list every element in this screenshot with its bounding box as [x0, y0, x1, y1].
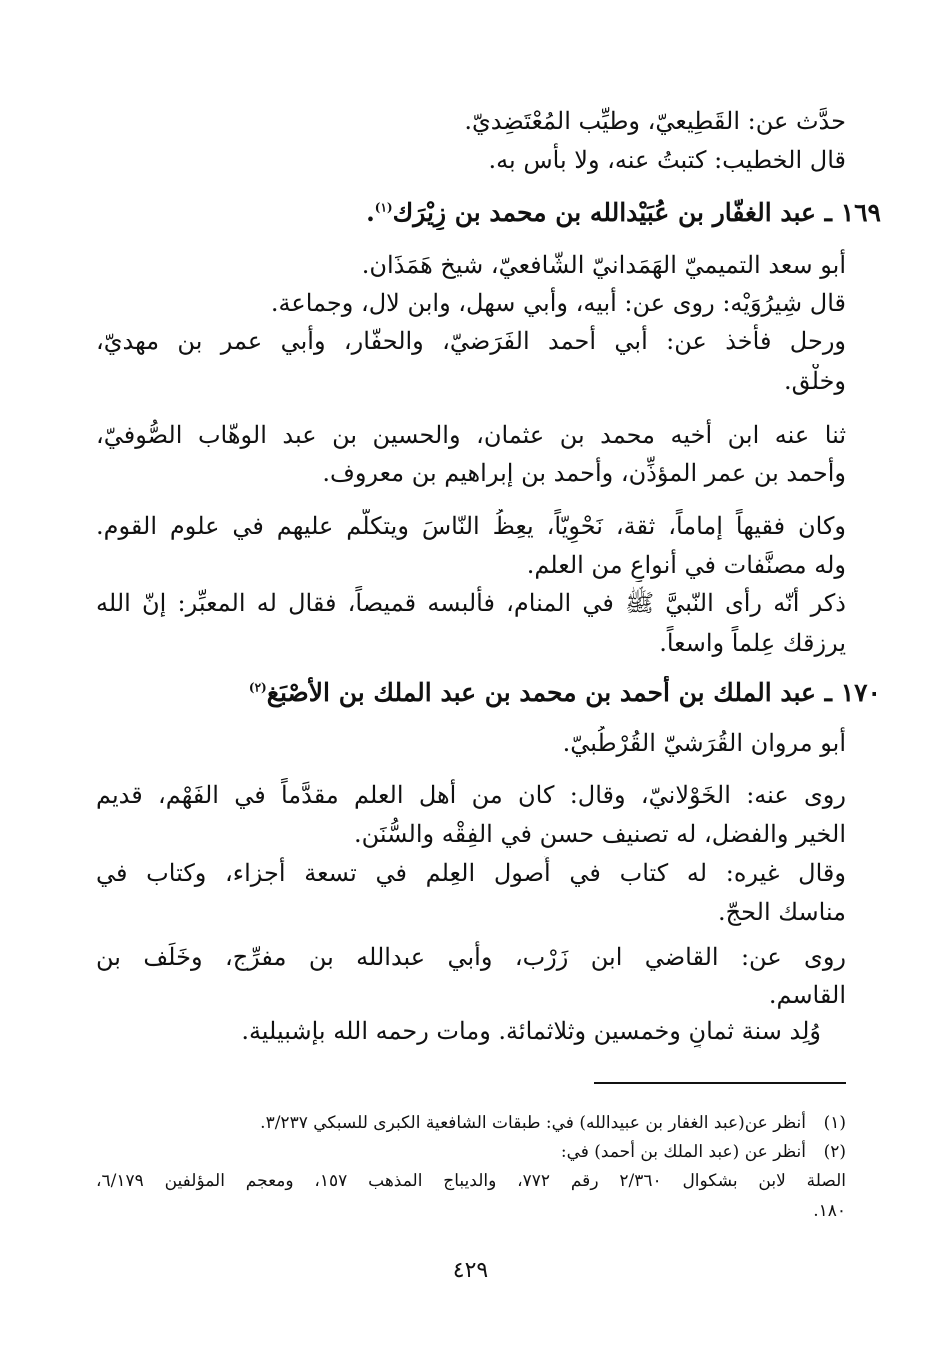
- text-line: قال الخطيب: كتبتُ عنه، ولا بأس به.: [488, 146, 846, 174]
- text-line: وُلِد سنة ثمانٍ وخمسين وثلاثمائة. ومات رحمه الله بإشبيلية.: [241, 1017, 821, 1045]
- entry-heading-170: [96, 676, 881, 710]
- text-line: أبو مروان القُرَشيّ القُرْطُبيّ.: [562, 729, 846, 757]
- text-line: أبو سعد التميميّ الهَمَدانيّ الشّافعيّ، شيخ هَمَذَان.: [361, 251, 846, 279]
- footnote-ref: (١): [374, 200, 393, 215]
- text-line: ورحل فأخذ عن: أبي أحمد الفَرَضيّ، والحفّار، وأبي عمر بن مهديّ،: [96, 327, 846, 355]
- footnote-text: أنظر عن(عبد الغفار بن عبيدالله) في: طبقات الشافعية الكبرى للسبكي ٣/٢٣٧.: [260, 1113, 806, 1133]
- text-line: وأحمد بن عمر المؤذِّن، وأحمد بن إبراهيم بن معروف.: [322, 459, 846, 487]
- footnote-line: ١٨٠.: [813, 1201, 846, 1221]
- text-line: مناسك الحجّ.: [718, 898, 846, 926]
- text-line: يرزقك عِلماً واسعاً.: [659, 629, 846, 657]
- footnote-text: أنظر عن (عبد الملك بن أحمد) في:: [560, 1142, 806, 1162]
- footnote-2: [96, 1139, 846, 1165]
- text-line: الخير والفضل، له تصنيف حسن في الفِقْه والسُّنَن.: [353, 820, 846, 848]
- text-line: وكان فقيهاً إماماً، ثقة، نَحْوِيّاً، يعِظُ النّاسَ ويتكلّم عليهم في علوم القوم.: [96, 512, 846, 540]
- text-line: ذكر أنّه رأى النّبيَّ ﷺ في المنام، فألبسه قميصاً، فقال له المعبِّر: إنّ الله: [96, 589, 846, 617]
- text-line: حدَّث عن: القَطِيعيّ، وطيِّب المُعْتَضِديّ.: [464, 107, 846, 135]
- footnote-line: الصلة لابن بشكوال ٢/٣٦٠ رقم ٧٧٢، والديباج المذهب ١٥٧، ومعجم المؤلفين ٦/١٧٩،: [96, 1171, 846, 1191]
- footnote-1: [96, 1110, 846, 1136]
- entry-number: ١٦٩: [840, 198, 881, 227]
- footnote-number: (١): [823, 1113, 846, 1133]
- text-line: وقال غيره: له كتاب في أُصول العِلم في تسعة أجزاء، وكتاب في: [96, 859, 846, 887]
- footnote-number: (٢): [823, 1142, 846, 1162]
- entry-title: ـ عبد الملك بن أحمد بن محمد بن عبد الملك بن الأصْبَغ: [266, 678, 832, 707]
- entry-heading-169: ١٦٩ ـ عبد الغفّار بن عُبَيْدالله بن محمد بن زِيْرَك$^{(١)}$.: [366, 198, 881, 227]
- text-line: ثنا عنه ابن أخيه محمد بن عثمان، والحسين بن عبد الوهّاب الصُّوفيّ،: [96, 421, 846, 449]
- text-line: القاسم.: [768, 981, 846, 1009]
- text-line: وله مصنَّفات في أنواعٍ من العلم.: [526, 551, 846, 579]
- entry-title: ـ عبد الغفّار بن عُبَيْدالله بن محمد بن زِيْرَك: [392, 198, 832, 227]
- text-line: روى عن: القاضي ابن زَرْب، وأبي عبدالله بن مفرِّج، وخَلَف بن: [96, 943, 846, 971]
- text-line: قال شِيرُوَيْه: روى عن: أبيه، وأبي سهل، وابن لال، وجماعة.: [270, 289, 846, 317]
- footnote-separator: [594, 1082, 846, 1084]
- text-line: وخلْق.: [783, 367, 846, 395]
- entry-number: ١٧٠: [840, 678, 881, 707]
- text-line: روى عنه: الخَوْلانيّ، وقال: كان من أهل العلم مقدَّماً في الفَهْم، قديم: [96, 781, 846, 809]
- page-number: ٤٢٩: [452, 1258, 489, 1283]
- footnote-ref: (٢): [248, 680, 267, 695]
